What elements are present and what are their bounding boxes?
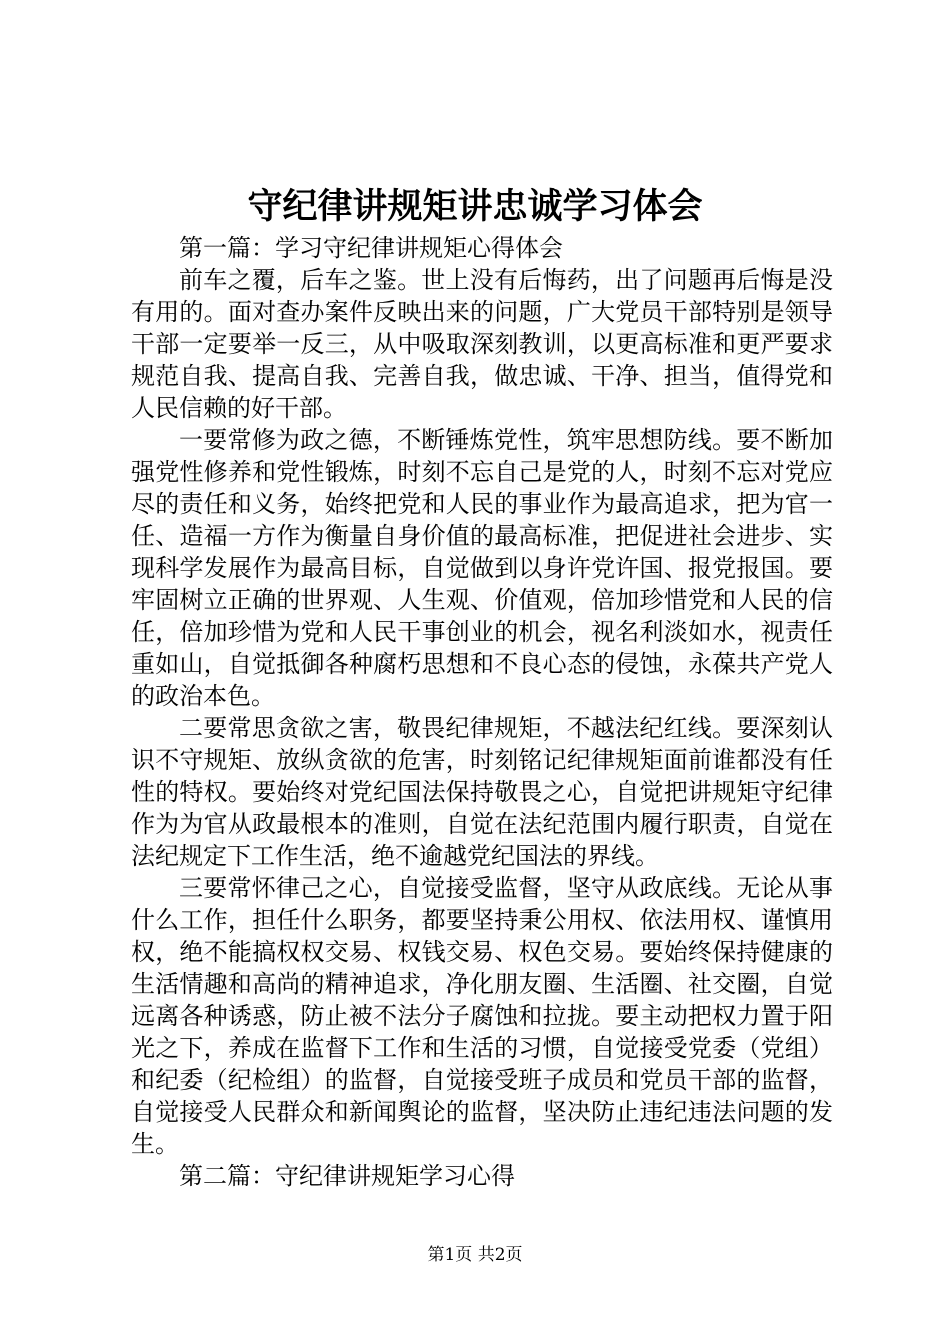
- paragraph-heading-second: 第二篇：守纪律讲规矩学习心得: [179, 1162, 515, 1190]
- paragraph: 前车之覆，后车之鉴。世上没有后悔药，出了问题再后悔是没有用的。面对查办案件反映出来的问题，广大党员干部特别是领导干部一定要举一反三，从中吸取深刻教训，以更高标准和更严要求规范自我、提高自我、完善自我，做忠诚、干净、担当，值得党和人民信赖的好干部。: [131, 266, 833, 422]
- paragraph-heading-first: 第一篇：学习守纪律讲规矩心得体会: [179, 234, 563, 262]
- paragraph: 一要常修为政之德，不断锤炼党性，筑牢思想防线。要不断加强党性修养和党性锻炼，时刻不忘自己是党的人，时刻不忘对党应尽的责任和义务，始终把党和人民的事业作为最高追求，把为官一任、造福一方作为衡量自身价值的最高标准，把促进社会进步、实现科学发展作为最高目标，自觉做到以身许党许国、报党报国。要牢固树立正确的世界观、人生观、价值观，倍加珍惜党和人民的信任，倍加珍惜为党和人民干事创业的机会，视名利淡如水，视责任重如山，自觉抵御各种腐朽思想和不良心态的侵蚀，永葆共产党人的政治本色。: [131, 426, 833, 710]
- paragraph: 三要常怀律己之心，自觉接受监督，坚守从政底线。无论从事什么工作，担任什么职务，都要坚持秉公用权、依法用权、谨慎用权，绝不能搞权权交易、权钱交易、权色交易。要始终保持健康的生活情趣和高尚的精神追求，净化朋友圈、生活圈、社交圈，自觉远离各种诱惑，防止被不法分子腐蚀和拉拢。要主动把权力置于阳光之下，养成在监督下工作和生活的习惯，自觉接受党委（党组）和纪委（纪检组）的监督，自觉接受班子成员和党员干部的监督，自觉接受人民群众和新闻舆论的监督，坚决防止违纪违法问题的发生。: [131, 874, 833, 1158]
- document-body: [131, 232, 833, 1192]
- document-title: 守纪律讲规矩讲忠诚学习体会: [247, 186, 703, 227]
- page-number-footer: 第1页 共2页: [427, 1245, 523, 1265]
- paragraph: 二要常思贪欲之害，敬畏纪律规矩，不越法纪红线。要深刻认识不守规矩、放纵贪欲的危害，时刻铭记纪律规矩面前谁都没有任性的特权。要始终对党纪国法保持敬畏之心，自觉把讲规矩守纪律作为为官从政最根本的准则，自觉在法纪范围内履行职责，自觉在法纪规定下工作生活，绝不逾越党纪国法的界线。: [131, 714, 833, 870]
